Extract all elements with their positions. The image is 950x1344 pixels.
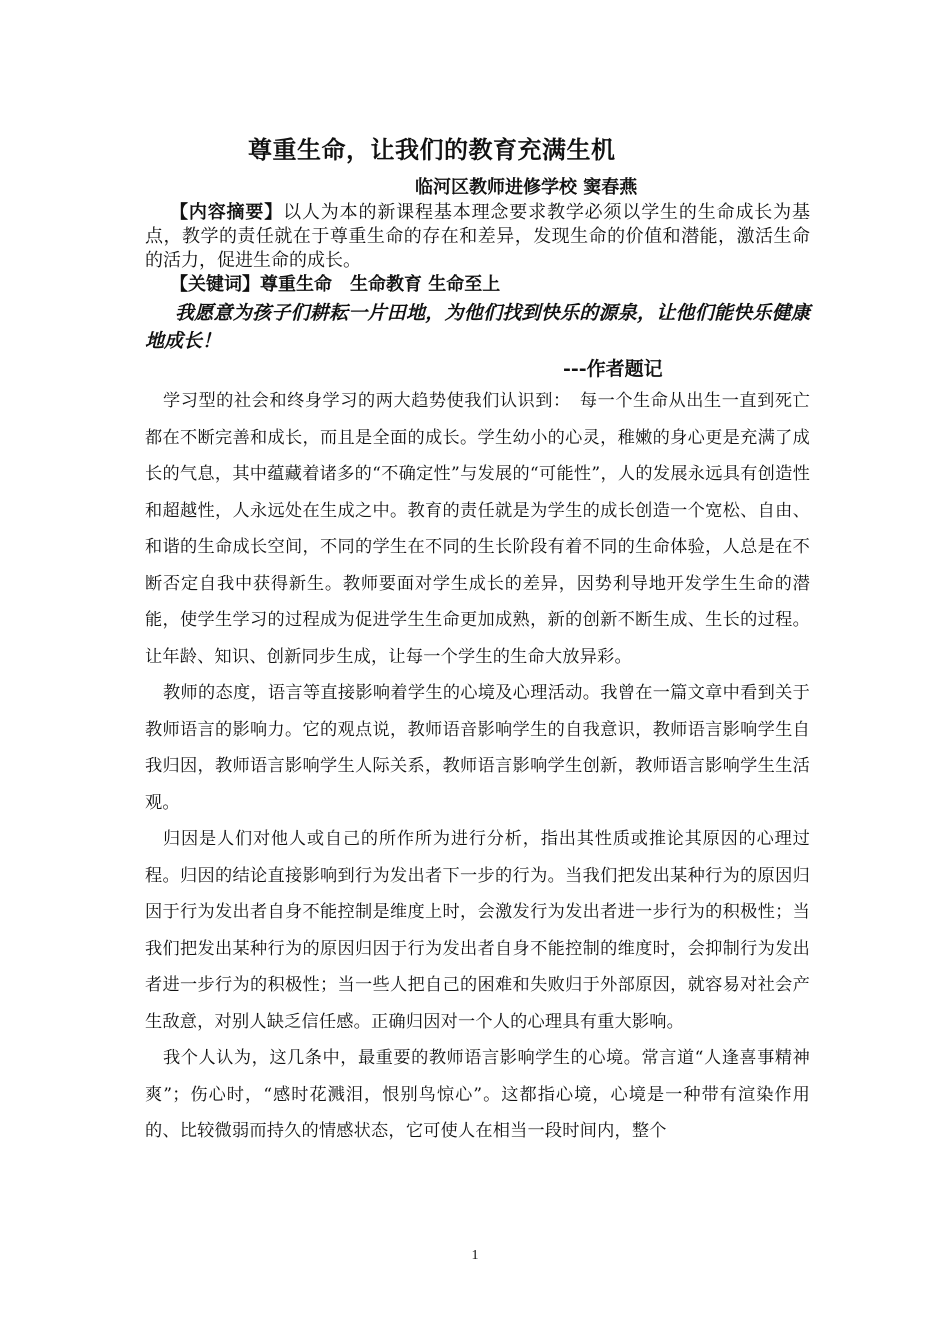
abstract-text: 以人为本的新课程基本理念要求教学必须以学生的生命成长为基点，教学的责任就在于尊重生命的存在和差异，发现生命的价值和潜能，激活生命的活力，促进生命的成长。: [145, 202, 810, 271]
abstract-tag: 【内容摘要】: [170, 202, 284, 223]
document-title: 尊重生命，让我们的教育充满生机: [248, 135, 616, 164]
abstract: [145, 201, 810, 273]
body-paragraph-3: 归因是人们对他人或自己的所作所为进行分析，指出其性质或推论其原因的心理过程。归因的结论直接影响到行为发出者下一步的行为。当我们把发出某种行为的原因归因于行为发出者自身不能控制是维度上时，会激发行为发出者进一步行为的积极性；当我们把发出某种行为的原因归因于行为发出者自身不能控制的维度时，会抑制行为发出者进一步行为的积极性；当一些人把自己的困难和失败归于外部原因，就容易对社会产生敌意，对别人缺乏信任感。正确归因对一个人的心理具有重大影响。: [145, 829, 810, 1032]
document-body: [145, 131, 810, 1150]
body-paragraph-2: 教师的态度，语言等直接影响着学生的心境及心理活动。我曾在一篇文章中看到关于教师语言的影响力。它的观点说，教师语音影响学生的自我意识，教师语言影响学生自我归因，教师语言影响学生人际关系，教师语言影响学生创新，教师语言影响学生生活观。: [145, 683, 810, 813]
author-line: 临河区教师进修学校 窦春燕: [415, 177, 638, 198]
body-paragraph-1: 学习型的社会和终身学习的两大趋势使我们认识到： 每一个生命从出生一直到死亡都在不断完善和成长，而且是全面的成长。学生幼小的心灵，稚嫩的身心更是充满了成长的气息，其中蕴藏着诸多的“不确定性”与发展的“可能性”，人的发展永远具有创造性和超越性，人永远处在生成之中。教育的责任就是为学生的成长创造一个宽松、自由、和谐的生命成长空间，不同的学生在不同的生长阶段有着不同的生命体验，人总是在不断否定自我中获得新生。教师要面对学生成长的差异，因势利导地开发学生生命的潜能，使学生学习的过程成为促进学生生命更加成熟，新的创新不断生成、生长的过程。让年龄、知识、创新同步生成，让每一个学生的生命大放异彩。: [145, 391, 810, 667]
keywords: [145, 273, 810, 297]
keywords-text: 尊重生命 生命教育 生命至上: [260, 274, 501, 295]
epigraph-attribution: ---作者题记: [563, 358, 663, 380]
keywords-tag: 【关键词】: [170, 274, 260, 295]
body-paragraph-4: 我个人认为，这几条中，最重要的教师语言影响学生的心境。常言道“人逢喜事精神爽”；伤心时，“感时花溅泪，恨别鸟惊心”。这都指心境，心境是一种带有渲染作用的、比较微弱而持久的情感状态，它可使人在相当一段时间内，整个: [145, 1048, 810, 1141]
epigraph-text: 我愿意为孩子们耕耘一片田地，为他们找到快乐的源泉，让他们能快乐健康地成长！: [145, 302, 810, 352]
page-number: 1: [471, 1248, 479, 1263]
